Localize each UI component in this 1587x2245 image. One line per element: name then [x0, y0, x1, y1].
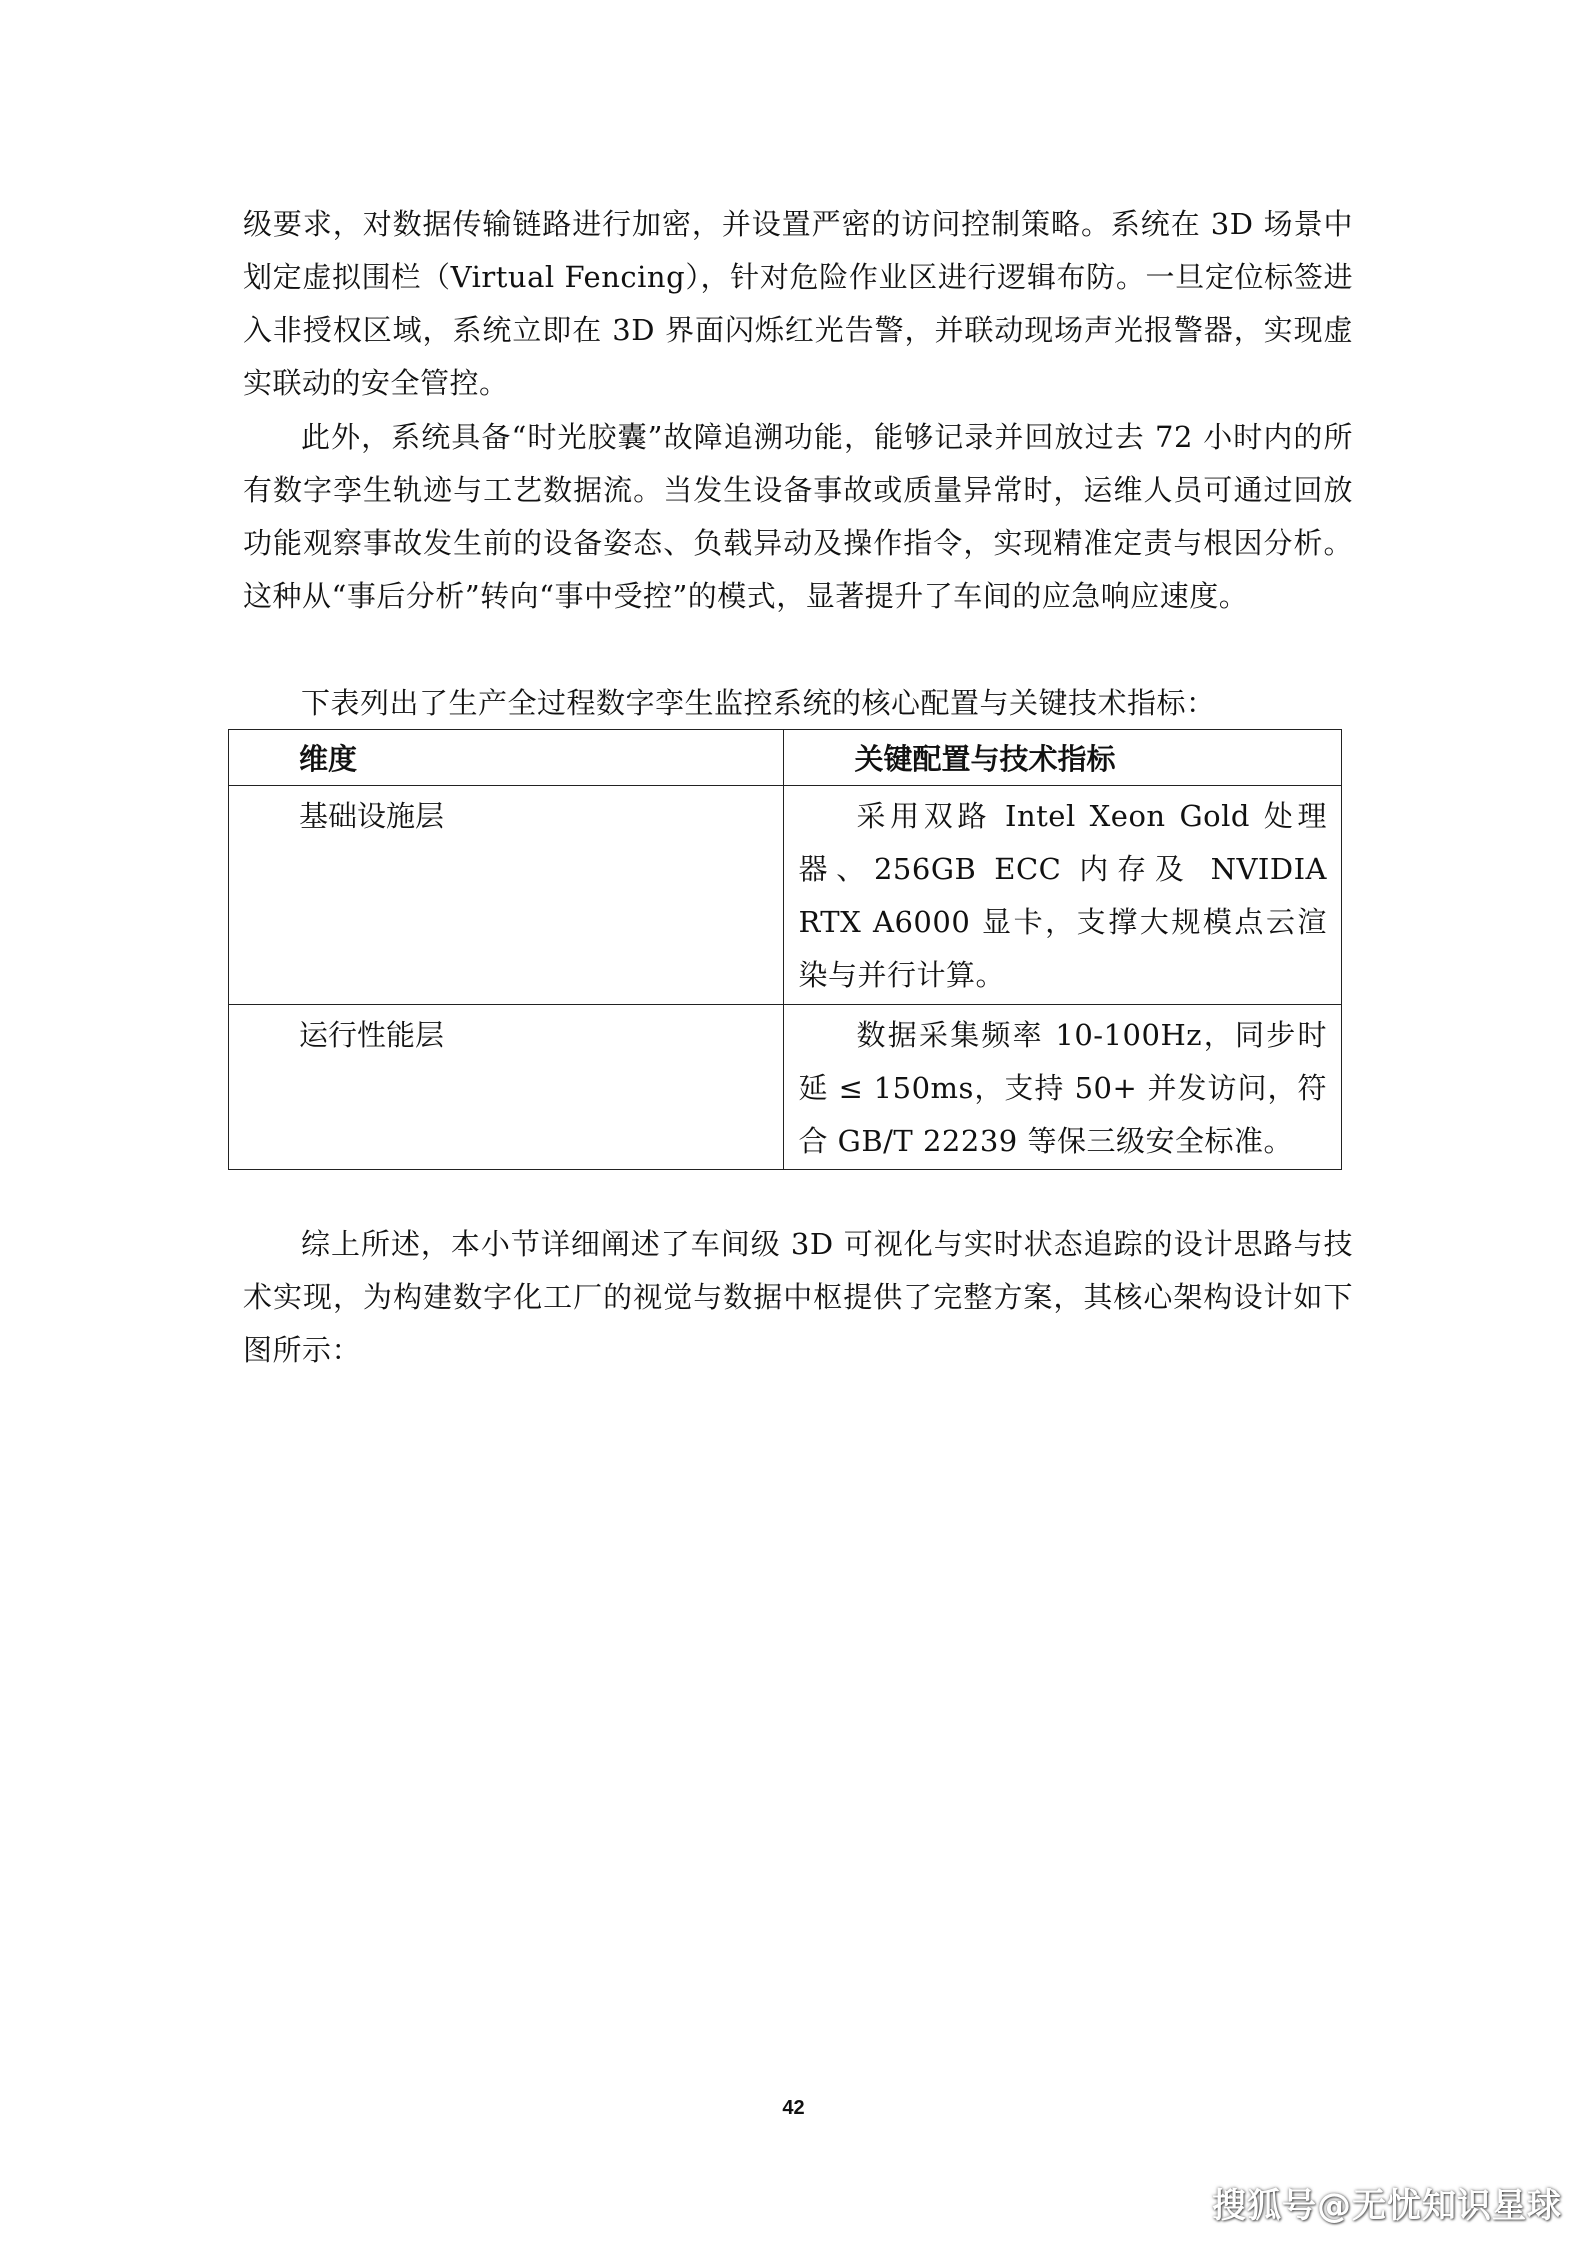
watermark: 搜狐号@无忧知识星球 [1212, 2186, 1562, 2226]
table-header-dimension: 维度 [229, 730, 784, 786]
table-intro: 下表列出了生产全过程数字孪生监控系统的核心配置与关键技术指标： [301, 686, 1216, 720]
table-header-spec: 关键配置与技术指标 [784, 730, 1342, 786]
table-cell-spec: 数据采集频率 10-100Hz，同步时延 ≤ 150ms，支持 50+ 并发访问，符合 GB/T 22239 等保三级安全标准。 [784, 1005, 1342, 1170]
paragraph-time-capsule: 此外，系统具备“时光胶囊”故障追溯功能，能够记录并回放过去 72 小时内的所有数字孪生轨迹与工艺数据流。当发生设备事故或质量异常时，运维人员可通过回放功能观察事故发生前的设备姿态、负载异动及操作指令，实现精准定责与根因分析。这种从“事后分析”转向“事中受控”的模式，显著提升了车间的应急响应速度。 [243, 420, 1353, 613]
table-cell-dimension: 基础设施层 [229, 786, 784, 1005]
paragraph-continuation: 级要求，对数据传输链路进行加密，并设置严密的访问控制策略。系统在 3D 场景中划定虚拟围栏（Virtual Fencing），针对危险作业区进行逻辑布防。一旦定位标签进入非授权区域，系统立即在 3D 界面闪烁红光告警，并联动现场声光报警器，实现虚实联动的安全管控。 [243, 207, 1353, 400]
table-row [229, 1005, 1342, 1170]
paragraph-summary: 综上所述，本小节详细阐述了车间级 3D 可视化与实时状态追踪的设计思路与技术实现，为构建数字化工厂的视觉与数据中枢提供了完整方案，其核心架构设计如下图所示： [243, 1227, 1353, 1367]
table-header-row [229, 730, 1342, 786]
table-row [229, 786, 1342, 1005]
table-cell-spec: 采用双路 Intel Xeon Gold 处理器、256GB ECC 内存及 NVIDIA RTX A6000 显卡，支撑大规模点云渲染与并行计算。 [784, 786, 1342, 1005]
table-cell-dimension: 运行性能层 [229, 1005, 784, 1170]
page-number: 42 [782, 2097, 805, 2119]
spec-table [228, 729, 1342, 1170]
